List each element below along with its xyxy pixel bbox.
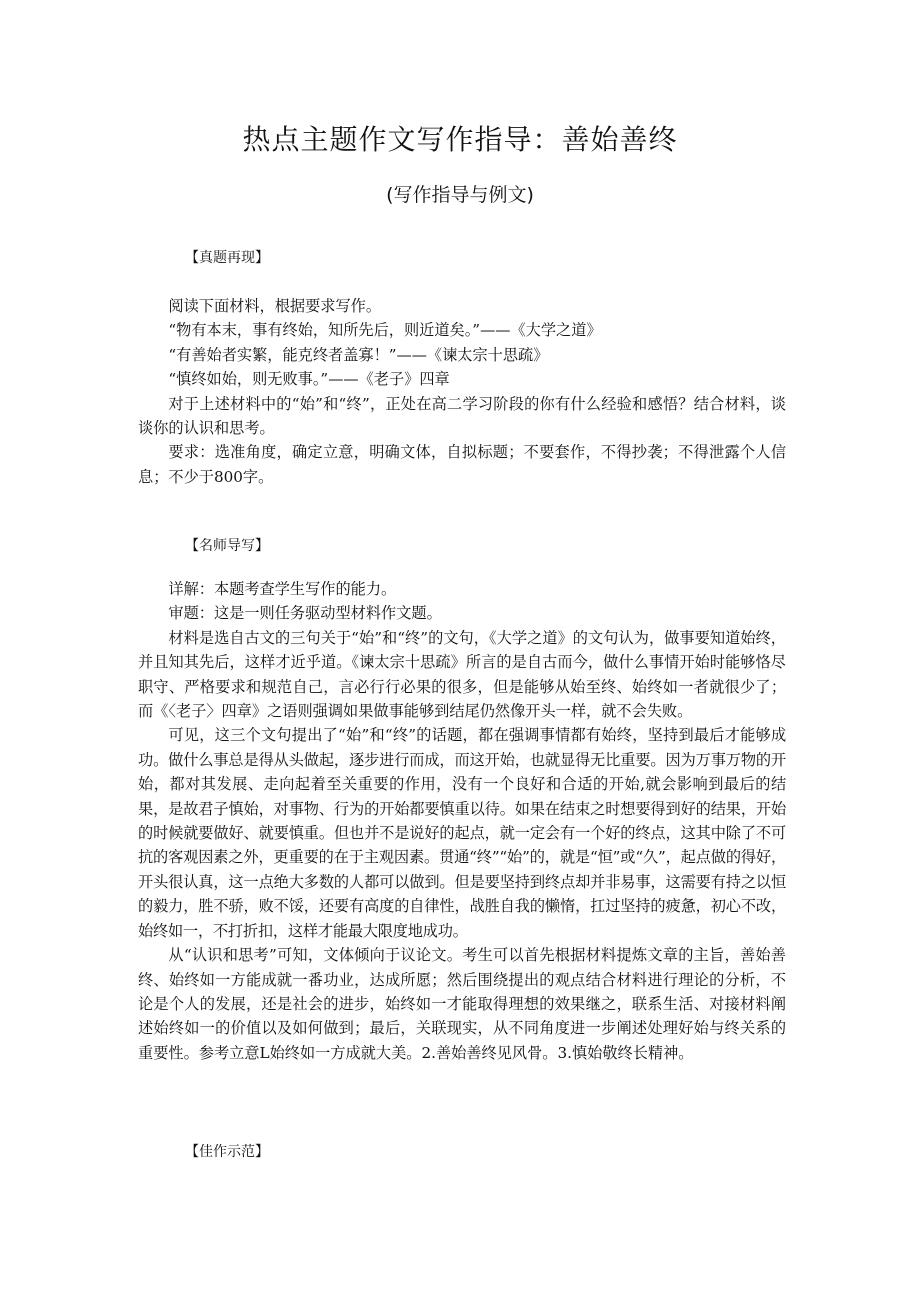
section-body-teacher-guide xyxy=(138,577,786,1065)
paragraph: 从“认识和思考”可知，文体倾向于议论文。考生可以首先根据材料提炼文章的主旨，善始善终、始终如一方能成就一番功业，达成所愿；然后围绕提出的观点结合材料进行理论的分析，不论是个人的发展，还是社会的进步，始终如一才能取得理想的效果继之，联系生活、对接材料阐述始终如一的价值以及如何做到；最后，关联现实，从不同角度进一步阐述处理好始与终关系的重要性。参考立意L始终如一方成就大美。2.善始善终见风骨。3.慎始敬终长精神。 xyxy=(138,946,786,1062)
section-heading-model-essay: 【佳作示范】 xyxy=(185,1144,269,1160)
section-heading-real-exam: 【真题再现】 xyxy=(185,250,269,266)
quote-paragraph: “有善始者实繁，能克终者盖寡！”——《谏太宗十思疏》 xyxy=(168,345,549,364)
paragraph: 审题：这是一则任务驱动型材料作文题。 xyxy=(168,604,442,623)
paragraph: 详解：本题考查学生写作的能力。 xyxy=(168,580,397,598)
paragraph: 要求：选准角度，确定立意，明确文体，自拟标题；不要套作，不得抄袭；不得泄露个人信息；不少于800字。 xyxy=(138,443,786,486)
quote-paragraph: “慎终如始，则无败事。”——《老子》四章 xyxy=(168,370,450,389)
paragraph: 对于上述材料中的“始”和“终”，正处在高二学习阶段的你有什么经验和感悟？结合材料，谈谈你的认识和思考。 xyxy=(138,394,786,438)
document-subtitle: (写作指导与例文) xyxy=(386,184,534,206)
section-body-real-exam xyxy=(138,294,786,489)
section-heading-teacher-guide: 【名师导写】 xyxy=(185,538,269,554)
paragraph: 材料是选自古文的三句关于“始”和“终”的文句，《大学之道》的文句认为，做事要知道始终，并且知其先后，这样才近乎道。《谏太宗十思疏》所言的是自古而今，做什么事情开始时能够恪尽职守、严格要求和规范自己，言必行行必果的很多，但是能够从始至终、始终如一者就很少了；而《〈老子〉四章》之语则强调如果做事能够到结尾仍然像开头一样，就不会失败。 xyxy=(138,628,786,721)
quote-paragraph: “物有本末，事有终始，知所先后，则近道矣。”——《大学之道》 xyxy=(168,321,602,340)
document-title: 热点主题作文写作指导：善始善终 xyxy=(242,123,678,156)
paragraph: 可见，这三个文句提出了“始”和“终”的话题，都在强调事情都有始终，坚持到最后才能够成功。做什么事总是得从头做起，逐步进行而成，而这开始，也就显得无比重要。因为万事万物的开始，都对其发展、走向起着至关重要的作用，没有一个良好和合适的开始,就会影响到最后的结果，是故君子慎始，对事物、行为的开始都要慎重以待。如果在结束之时想要得到好的结果，开始的时候就要做好、就要慎重。但也并不是说好的起点，就一定会有一个好的终点，这其中除了不可抗的客观因素之外，更重要的在于主观因素。贯通“终”“始”的，就是“恒”或“久”，起点做的得好，开头很认真，这一点绝大多数的人都可以做到。但是要坚持到终点却并非易事，这需要有持之以恒的毅力，胜不骄，败不馁，还要有高度的自律性，战胜自我的懒惰，扛过坚持的疲惫，初心不改，始终如一，不打折扣，这样才能最大限度地成功。 xyxy=(138,726,786,940)
paragraph: 阅读下面材料，根据要求写作。 xyxy=(168,297,382,315)
